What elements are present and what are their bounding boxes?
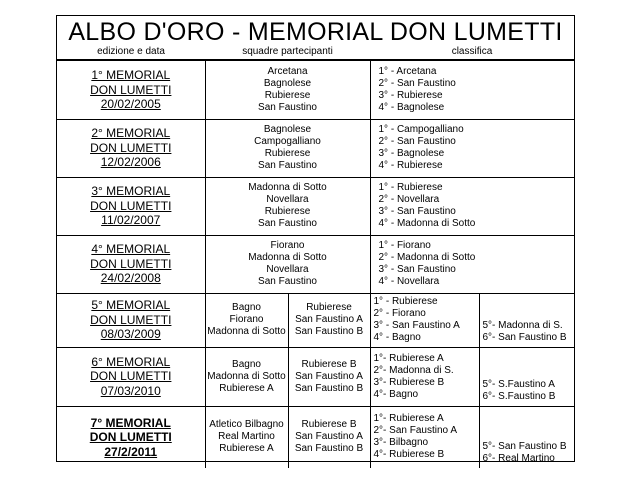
edition-row — [57, 235, 574, 293]
team-name: Rubierese — [306, 302, 352, 313]
editions-table — [57, 59, 574, 468]
edition-row — [57, 119, 574, 177]
team-name: Novellara — [266, 194, 309, 205]
ranking-entry: 1° - Rubierese — [378, 182, 443, 193]
ranking-entry: 1°- Rubierese A — [373, 413, 444, 425]
team-name: San Faustino — [258, 276, 317, 287]
edition-name: 3° MEMORIAL — [91, 184, 171, 199]
ranking-entry: 2° - San Faustino — [378, 136, 456, 147]
edition-name: DON LUMETTI — [90, 256, 172, 271]
teams-cell-a — [205, 406, 288, 468]
header-teams: squadre partecipanti — [242, 46, 333, 57]
ranking-entry: 2° - Fiorano — [373, 308, 426, 319]
edition-cell — [57, 119, 205, 177]
ranking-entry: 5°- Madonna di S. — [482, 319, 563, 331]
ranking-entry: 2°- Madonna di S. — [373, 364, 454, 376]
ranking-cell — [370, 293, 479, 347]
edition-date: 24/02/2008 — [100, 271, 161, 286]
team-name: Bagnolese — [263, 124, 312, 135]
team-name: Fiorano — [270, 240, 305, 251]
teams-cell — [205, 177, 370, 235]
teams-cell-b — [288, 406, 370, 468]
team-name: San Faustino A — [295, 370, 363, 382]
teams-cell-a — [205, 293, 288, 347]
edition-date: 27/2/2011 — [104, 444, 158, 459]
teams-cell-a — [205, 347, 288, 406]
teams-cell — [205, 60, 370, 119]
ranking-entry: 1° - Campogalliano — [378, 124, 464, 135]
edition-date: 12/02/2006 — [100, 155, 161, 170]
edition-cell — [57, 406, 205, 468]
team-name: Madonna di Sotto — [248, 252, 327, 263]
ranking-entry: 3° - San Faustino A — [373, 320, 460, 331]
ranking-entry: 6°- San Faustino B — [482, 331, 567, 343]
ranking-entry: 3° - Bagnolese — [378, 148, 445, 159]
edition-name: 1° MEMORIAL — [91, 68, 171, 82]
team-name: Atletico Bilbagno — [209, 419, 284, 431]
ranking-entry: 1° - Fiorano — [378, 240, 431, 251]
edition-name: DON LUMETTI — [90, 312, 172, 327]
ranking-entry: 4° - Bagnolese — [378, 101, 445, 113]
team-name: Bagno — [232, 358, 261, 370]
ranking-extra-cell — [479, 293, 574, 347]
team-name: Novellara — [266, 264, 309, 275]
document-title: ALBO D'ORO - MEMORIAL DON LUMETTI — [68, 18, 563, 46]
edition-cell — [57, 293, 205, 347]
edition-cell — [57, 60, 205, 119]
edition-name: 6° MEMORIAL — [91, 354, 171, 369]
team-name: San Faustino A — [295, 314, 363, 325]
team-name: Madonna di Sotto — [207, 370, 286, 382]
ranking-entry: 4°- Bagno — [373, 388, 419, 400]
edition-row — [57, 406, 574, 468]
ranking-entry: 1° - Rubierese — [373, 296, 438, 307]
edition-name: DON LUMETTI — [89, 430, 172, 444]
ranking-entry: 2° - Madonna di Sotto — [378, 252, 476, 263]
teams-cell — [205, 235, 370, 293]
ranking-entry: 4°- Rubierese B — [373, 449, 445, 461]
ranking-entry: 2° - Novellara — [378, 194, 440, 205]
team-name: Bagnolese — [263, 77, 312, 89]
albo-doro-document — [56, 15, 575, 462]
ranking-entry: 3° - San Faustino — [378, 206, 456, 217]
edition-row — [57, 177, 574, 235]
team-name: Rubierese A — [219, 382, 274, 394]
team-name: Arcetana — [267, 65, 308, 77]
team-name: Fiorano — [229, 314, 264, 325]
team-name: San Faustino B — [294, 326, 364, 337]
team-name: Rubierese — [264, 148, 311, 159]
team-name: Rubierese A — [219, 443, 274, 455]
edition-date: 11/02/2007 — [101, 213, 161, 228]
ranking-cell — [370, 235, 574, 293]
ranking-extra-cell — [479, 347, 574, 406]
header-edition: edizione e data — [97, 46, 165, 57]
edition-name: 2° MEMORIAL — [91, 126, 171, 141]
edition-row — [57, 347, 574, 406]
ranking-extra-cell — [479, 406, 574, 468]
ranking-entry: 2° - San Faustino — [378, 77, 456, 89]
edition-name: 4° MEMORIAL — [91, 242, 171, 257]
team-name: San Faustino B — [294, 443, 364, 455]
ranking-entry: 4° - Madonna di Sotto — [378, 218, 476, 229]
team-name: Madonna di Sotto — [207, 326, 286, 337]
ranking-cell — [370, 119, 574, 177]
edition-row — [57, 293, 574, 347]
ranking-entry: 3° - Rubierese — [378, 89, 443, 101]
team-name: Real Martino — [218, 431, 275, 443]
edition-name: DON LUMETTI — [90, 82, 172, 97]
team-name: Rubierese — [264, 206, 311, 217]
team-name: San Faustino B — [294, 382, 364, 394]
teams-cell-b — [288, 347, 370, 406]
teams-cell-b — [288, 293, 370, 347]
edition-name: 7° MEMORIAL — [90, 415, 171, 430]
team-name: San Faustino A — [295, 431, 363, 443]
edition-date: 07/03/2010 — [100, 383, 161, 398]
ranking-entry: 1° - Arcetana — [378, 65, 437, 77]
ranking-entry: 6°- Real Martino — [482, 453, 555, 464]
team-name: Rubierese — [264, 89, 311, 101]
teams-cell — [205, 119, 370, 177]
edition-name: DON LUMETTI — [90, 369, 172, 384]
team-name: Rubierese B — [301, 419, 357, 431]
ranking-cell — [370, 177, 574, 235]
edition-name: DON LUMETTI — [90, 198, 172, 213]
ranking-entry: 5°- San Faustino B — [482, 441, 567, 452]
edition-date: 20/02/2005 — [100, 97, 161, 111]
ranking-entry: 4° - Novellara — [378, 276, 440, 287]
edition-cell — [57, 177, 205, 235]
team-name: Rubierese B — [301, 358, 357, 370]
ranking-entry: 6°- S.Faustino B — [482, 390, 556, 402]
edition-cell — [57, 347, 205, 406]
team-name: Campogalliano — [254, 136, 321, 147]
edition-date: 08/03/2009 — [100, 327, 161, 342]
ranking-entry: 5°- S.Faustino A — [482, 378, 555, 390]
edition-cell — [57, 235, 205, 293]
ranking-entry: 1°- Rubierese A — [373, 352, 444, 364]
ranking-cell — [370, 406, 479, 468]
ranking-entry: 2°- San Faustino A — [373, 425, 457, 437]
ranking-entry: 4° - Bagno — [373, 332, 421, 343]
team-name: San Faustino — [258, 160, 317, 171]
team-name: Madonna di Sotto — [248, 182, 327, 193]
edition-name: DON LUMETTI — [90, 140, 172, 155]
ranking-entry: 3° - San Faustino — [378, 264, 456, 275]
ranking-entry: 4° - Rubierese — [378, 160, 443, 171]
edition-name: 5° MEMORIAL — [91, 298, 171, 313]
ranking-entry: 3°- Bilbagno — [373, 437, 429, 449]
edition-row — [57, 60, 574, 119]
ranking-entry: 3°- Rubierese B — [373, 376, 445, 388]
header-ranking: classifica — [451, 46, 493, 57]
ranking-cell — [370, 60, 574, 119]
team-name: San Faustino — [258, 218, 317, 229]
team-name: San Faustino — [258, 101, 317, 113]
ranking-cell — [370, 347, 479, 406]
team-name: Bagno — [232, 302, 261, 313]
